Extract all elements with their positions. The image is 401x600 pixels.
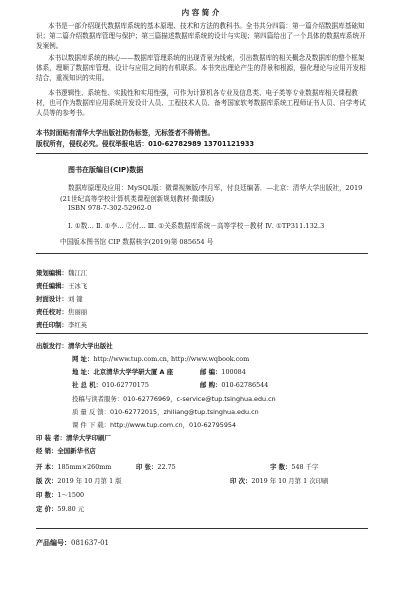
printing-row: [230, 476, 328, 485]
price-label: 定 价：: [36, 505, 58, 513]
editor-row: [36, 281, 87, 290]
printing-value: 2019 年 10 月第 1 次印刷: [251, 477, 329, 485]
distributor-row: [36, 446, 96, 455]
printer-row: [36, 433, 111, 442]
summary-heading: 内 容 简 介: [181, 8, 220, 17]
format-value: 185mm×260mm: [57, 463, 112, 471]
edition-label: 版 次：: [36, 477, 58, 485]
cip-line-3: Ⅰ. ①数… Ⅱ. ①李… ②付… Ⅲ. ①关系数据库系统－高等学校－教材 Ⅳ. ①TP311.132.3: [68, 222, 325, 230]
divider: [36, 153, 368, 154]
publisher-value: 清华大学出版社: [67, 342, 113, 350]
summary-paragraph-1: 本书是一部介绍现代数据库系统的基本原理、技术和方法的教科书。全书共分四篇：第一篇介绍数据库基础知识；第二篇介绍数据库管理与保护；第三篇描述数据库系统的设计与实现；第四篇给出了一个具体的数据库系统开发案例。: [36, 22, 366, 50]
mail-order-value: 010-62786544: [221, 381, 269, 389]
printing-label: 印 次：: [230, 477, 252, 485]
zipcode-value: 100084: [221, 368, 246, 376]
word-count-row: [270, 462, 318, 471]
price-row: [36, 504, 84, 513]
sheets-value: 22.75: [157, 463, 176, 471]
summary-paragraph-3: 本书逻辑性、系统性、实践性和实用性强，可作为计算机各专业及信息类、电子类等专业数据库相关课程教材，也可作为数据库应用系统开发设计人员、工程技术人员、备考国家软考数据库系统工程师证书人员、自学考试人员等的参考书。: [36, 89, 366, 117]
price-value: 59.80 元: [57, 505, 85, 513]
editor-row: [36, 307, 87, 316]
editor-label: 责任校对：: [36, 308, 68, 316]
editor-row: [36, 320, 87, 329]
printer-label: 印 装 者：: [36, 434, 67, 442]
switchboard-row: [72, 380, 149, 389]
cip-line-1: 数据库原理及应用：MySQL版：微课视频版/李月军，付良廷编著．—北京：清华大学出版社，2019: [68, 184, 363, 192]
address-label: 地 址：: [72, 368, 94, 376]
editor-value: 王冰飞: [67, 282, 88, 290]
switchboard-label: 社 总 机：: [72, 381, 103, 389]
zipcode-label: 邮 编：: [200, 368, 222, 376]
product-code-row: [36, 538, 109, 548]
editor-value: 焦丽丽: [67, 308, 88, 316]
edition-value: 2019 年 10 月第 1 版: [57, 477, 122, 485]
anti-counterfeit-notice: 本书封面贴有清华大学出版社防伪标签，无标签者不得销售。: [36, 129, 215, 137]
cip-line-2: (21世纪高等学校计算机类课程创新规划教材·微课版): [60, 195, 215, 203]
format-label: 开 本：: [36, 463, 58, 471]
editor-value: 魏江江: [67, 269, 88, 277]
address-row: [72, 367, 173, 376]
product-code-value: 081637-01: [71, 539, 109, 547]
print-run-value: 1～1500: [57, 491, 85, 499]
website-label: 网 址：: [72, 355, 94, 363]
editor-label: 责任编辑：: [36, 282, 68, 290]
website-row: [72, 354, 249, 363]
print-run-label: 印 数：: [36, 491, 58, 499]
sheets-row: [136, 462, 176, 471]
cip-isbn: ISBN 978-7-302-52962-0: [68, 204, 152, 212]
summary-paragraph-2: 本书以数据库系统的核心——数据库管理系统的出现背景为线索，引出数据库的相关概念及数据库的整个框架体系，理顺了数据库管理、设计与应用之间的有机联系。本书突出理论产生的背景和根源，强化理论与应用开发相结合，重视知识的实用。: [36, 54, 366, 82]
editor-label: 封面设计：: [36, 295, 68, 303]
rights-notice: 版权所有，侵权必究。侵权举报电话：010-62782989 13701121933: [36, 140, 255, 148]
editor-value: 李红英: [67, 321, 88, 329]
editor-row: [36, 294, 83, 303]
editor-value: 刘 键: [67, 295, 83, 303]
distributor-value: 全国新华书店: [57, 447, 96, 455]
zipcode-row: [200, 367, 246, 376]
format-row: [36, 462, 111, 471]
editor-label: 策划编辑：: [36, 269, 68, 277]
printer-value: 清华大学印刷厂: [66, 434, 111, 442]
edition-row: [36, 476, 122, 485]
editor-row: [36, 268, 87, 277]
cip-line-4: 中国版本图书馆 CIP 数据核字(2019)第 085654 号: [60, 238, 214, 246]
switchboard-value: 010-62770175: [102, 381, 149, 389]
product-code-label: 产品编号：: [36, 539, 71, 547]
publisher-label: 出版发行：: [36, 342, 68, 350]
sheets-label: 印 张：: [136, 463, 158, 471]
distributor-label: 经 销：: [36, 447, 58, 455]
quality-feedback-row: 质 量 反 馈：010-62772015，zhiliang@tup.tsinghua.edu.cn: [72, 408, 259, 416]
address-value: 北京清华大学学研大厦 A 座: [93, 368, 174, 376]
mail-order-label: 邮 购：: [200, 381, 222, 389]
divider: [36, 333, 368, 334]
word-count-label: 字 数：: [270, 463, 292, 471]
courseware-row: 课 件 下 载：http://www.tup.com.cn，010-62795954: [72, 421, 237, 429]
print-run-row: [36, 490, 84, 499]
publisher-row: [36, 341, 113, 350]
word-count-value: 548 千字: [291, 463, 319, 471]
mail-order-row: [200, 380, 268, 389]
divider: [36, 528, 368, 529]
cip-heading: 图书在版编目(CIP)数据: [68, 166, 144, 174]
divider: [36, 253, 368, 254]
reader-service-row: 投稿与读者服务：010-62776969，c-service@tup.tsinghua.edu.cn: [72, 395, 276, 403]
editor-label: 责任印制：: [36, 321, 68, 329]
website-value: http://www.tup.com.cn, http://www.wqbook.com: [93, 355, 250, 363]
